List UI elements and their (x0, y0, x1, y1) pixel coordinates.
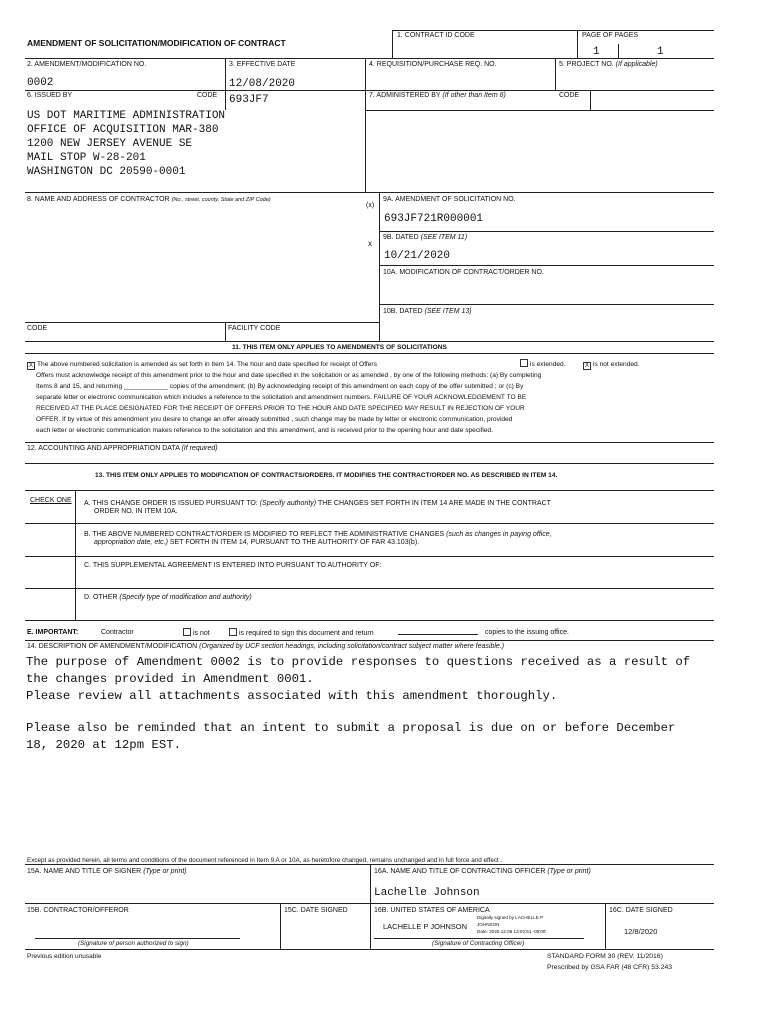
item10a-label: 10A. MODIFICATION OF CONTRACT/ORDER NO. (383, 269, 544, 276)
amend-no-value: 0002 (27, 77, 54, 89)
rule-v13 (605, 903, 606, 949)
sig-officer-caption: (Signature of Contracting Officer) (432, 940, 525, 947)
not-extended-label: is not extended. (593, 361, 640, 368)
rule-11b (25, 353, 714, 354)
project-label (559, 61, 658, 69)
issuer-line-2: OFFICE OF ACQUISITION MAR-380 (27, 124, 219, 136)
rule-bottom (25, 949, 714, 950)
page-count: 1 (657, 46, 664, 58)
item9b-label-text: 9B. DATED (383, 234, 419, 241)
item13d-text: D. OTHER (84, 594, 118, 601)
item13a-line1 (84, 500, 551, 508)
item12-note: (If required) (181, 445, 218, 452)
eff-date-label: 3. EFFECTIVE DATE (229, 61, 296, 68)
rule-row6 (25, 90, 714, 91)
item9b-value: 10/21/2020 (384, 250, 451, 262)
item13d-line (84, 594, 252, 602)
x-column-header: (x) (366, 202, 375, 209)
rule-important (25, 640, 714, 641)
s15a-label (27, 868, 187, 876)
extended-option (520, 359, 566, 370)
sig-line-1 (35, 938, 240, 939)
rule-top (392, 30, 714, 31)
description-line-5: Please also be reminded that an intent to submit a proposal is due on or before December (26, 721, 676, 735)
s15a-label-text: 15A. NAME AND TITLE OF SIGNER (27, 868, 142, 875)
item14-label-text: 14. DESCRIPTION OF AMENDMENT/MODIFICATION (27, 643, 198, 650)
item13b-line2 (94, 539, 419, 547)
item13b-note2: appropriation date, etc.) (94, 539, 168, 546)
form-title: AMENDMENT OF SOLICITATION/MODIFICATION OF CONTRACT (27, 38, 286, 48)
sig-line-2 (374, 938, 584, 939)
is-required-label: is required to sign this document and return (239, 630, 374, 637)
issued-by-label: 6. ISSUED BY (27, 92, 73, 99)
amend-no-label: 2. AMENDMENT/MODIFICATION NO. (27, 61, 147, 68)
project-note: (If applicable) (615, 61, 658, 68)
contractor-label (27, 196, 271, 204)
rule-v5 (365, 58, 366, 192)
description-line-6: 18, 2020 at 12pm EST. (26, 738, 181, 752)
issued-code-value: 693JF7 (229, 94, 269, 106)
except-text: Except as provided herein, all terms and conditions of the document referenced in Item 9 A or 10A, as heretofore changed, remains unchanged and in full force and effect . (27, 857, 503, 864)
item12-label (27, 445, 218, 453)
contractor-code-label: CODE (27, 325, 48, 332)
rule-v4 (225, 58, 226, 110)
admin-code-label: CODE (559, 92, 580, 99)
important-label: E. IMPORTANT: (27, 629, 79, 636)
item13-header: 13. THIS ITEM ONLY APPLIES TO MODIFICATION OF CONTRACTS/ORDERS. IT MODIFIES THE CONTRACT/ORDER NO. AS DESCRIBED IN ITEM 14. (95, 472, 558, 479)
item9b-label (383, 234, 467, 242)
rule-13c (25, 556, 714, 557)
item13d-note: (Specify type of modification and authority) (119, 594, 252, 601)
facility-code-label: FACILITY CODE (228, 325, 281, 332)
not-extended-option (583, 359, 640, 370)
issued-code-label: CODE (197, 92, 218, 99)
admin-note: (If other than Item 6) (442, 92, 506, 99)
item11-line-e: OFFER. If by virtue of this amendment you desire to change an offer already submitted , such change may be made by letter or electronic communication, provided (36, 416, 513, 423)
rule-v8 (379, 192, 380, 341)
issuer-line-3: 1200 NEW JERSEY AVENUE SE (27, 138, 193, 150)
rule-v2 (577, 30, 578, 58)
rule-v7 (590, 90, 591, 110)
item9b-note: (SEE ITEM 11) (420, 234, 468, 241)
item13b-line1 (84, 531, 552, 539)
item9a-label: 9A. AMENDMENT OF SOLICITATION NO. (383, 196, 516, 203)
contractor-note: (No., street, county, State and ZIP Code) (171, 197, 271, 203)
admin-label (369, 92, 506, 100)
s16c-label: 16C. DATE SIGNED (609, 907, 673, 914)
item11-line-a: Offers must acknowledge receipt of this amendment prior to the hour and date specified in the solicitation or as amended , by one of the following methods: (a) By completing (36, 372, 542, 379)
sig-person-caption: (Signature of person authorized to sign) (78, 940, 189, 947)
check-box-not-extended[interactable]: X (584, 363, 589, 369)
item11-line-b: Items 8 and 15, and returning ____________ copies of the amendment; (b) By acknowledging receipt of this amendment on each copy of the offer submitted ; or (c) By (36, 383, 524, 390)
return-copies-line (398, 634, 478, 635)
item13b-text1: B. THE ABOVE NUMBERED CONTRACT/ORDER IS MODIFIED TO REFLECT THE ADMINISTRATIVE CHANGES (84, 531, 445, 538)
rule-v3 (618, 44, 619, 58)
check-box-amended[interactable]: X (28, 363, 33, 369)
rule-v12 (280, 903, 281, 949)
item13a-text1: A. THIS CHANGE ORDER IS ISSUED PURSUANT TO: (84, 500, 258, 507)
important-contractor: Contractor (101, 629, 134, 636)
digital-sig-line-2: JOHNSON (477, 922, 500, 927)
is-not-option (183, 628, 210, 638)
item9-x-mark: x (368, 239, 372, 248)
prescribed-by: Prescribed by GSA FAR (48 CFR) 53.243 (547, 964, 673, 971)
item11-line-f: each letter or electronic communication makes reference to the solicitation and this amendment, and is received prior to the opening hour and date specified. (36, 427, 494, 434)
item10b-label (383, 308, 472, 316)
s15a-note: (Type or print) (143, 868, 187, 875)
description-line-1: The purpose of Amendment 0002 is to provide responses to questions received as a result of (26, 655, 691, 669)
admin-label-text: 7. ADMINISTERED BY (369, 92, 441, 99)
check-box-is-required[interactable] (229, 628, 237, 636)
item11-header: 11. THIS ITEM ONLY APPLIES TO AMENDMENTS OF SOLICITATIONS (232, 344, 447, 351)
item12-label-text: 12. ACCOUNTING AND APPROPRIATION DATA (27, 445, 180, 452)
contracting-officer-name: Lachelle Johnson (374, 887, 480, 899)
rule-12 (25, 442, 714, 443)
rule-code (25, 322, 379, 323)
rule-v9 (225, 322, 226, 341)
extended-label: is extended. (530, 361, 566, 368)
description-line-3: Please review all attachments associated with this amendment thoroughly. (26, 689, 558, 703)
rule-13 (25, 463, 714, 464)
s16a-label-text: 16A. NAME AND TITLE OF CONTRACTING OFFICER (374, 868, 546, 875)
s15c-label: 15C. DATE SIGNED (284, 907, 348, 914)
description-line-2: the changes provided in Amendment 0001. (26, 672, 314, 686)
is-not-label: is not (193, 630, 210, 637)
contractor-label-text: 8. NAME AND ADDRESS OF CONTRACTOR (27, 196, 170, 203)
rule-row2 (25, 58, 714, 59)
item11-line1: The above numbered solicitation is amended as set forth in Item 14. The hour and date specified for receipt of Offers (37, 361, 377, 368)
item13a-line2: ORDER NO. IN ITEM 10A. (94, 508, 178, 515)
item11-line-c: separate letter or electronic communication which includes a reference to the solicitation and amendment numbers. FAILURE OF YOUR ACKNOWLEDGEMENT TO BE (36, 394, 527, 401)
req-label: 4. REQUISITION/PURCHASE REQ. NO. (369, 61, 497, 68)
previous-edition: Previous edition unusable (27, 953, 102, 960)
rule-v11 (370, 864, 371, 949)
s16b-label: 16B. UNITED STATES OF AMERICA (374, 907, 490, 914)
item11-first-line (27, 359, 377, 370)
is-required-option (229, 628, 374, 638)
check-one-label: CHECK ONE (30, 497, 72, 504)
rule-13e (25, 620, 714, 621)
s16a-note: (Type or print) (547, 868, 591, 875)
rule-9a (379, 231, 714, 232)
item13c-line: C. THIS SUPPLEMENTAL AGREEMENT IS ENTERED INTO PURSUANT TO AUTHORITY OF: (84, 562, 382, 569)
item11-line-d: RECEIVED AT THE PLACE DESIGNATED FOR THE RECEIPT OF OFFERS PRIOR TO THE HOUR AND DATE SPECIFIED MAY RESULT IN REJECTION OF YOUR (36, 405, 525, 412)
check-box-extended[interactable] (520, 359, 528, 367)
issuer-line-5: WASHINGTON DC 20590-0001 (27, 166, 186, 178)
item13a-note: (Specify authority) (259, 500, 317, 507)
rule-10a (379, 304, 714, 305)
date-signed-value: 12/8/2020 (624, 927, 658, 936)
signer-name: LACHELLE P JOHNSON (383, 922, 468, 931)
contract-id-label: 1. CONTRACT ID CODE (397, 32, 475, 39)
copies-label: copies to the issuing office. (485, 629, 569, 636)
form-number: STANDARD FORM 30 (REV. 11/2016) (547, 953, 663, 960)
digital-sig-line-3: Date: 2020.12.08 13:02:51 -05'00' (477, 929, 547, 934)
rule-v10 (75, 490, 76, 620)
item10b-label-text: 10B. DATED (383, 308, 423, 315)
page-number: 1 (593, 46, 600, 58)
s16a-label (374, 868, 591, 876)
project-label-text: 5. PROJECT NO. (559, 61, 614, 68)
s15b-label: 15B. CONTRACTOR/OFFEROR (27, 907, 129, 914)
rule-v1 (392, 30, 393, 58)
check-box-is-not[interactable] (183, 628, 191, 636)
digital-sig-line-1: Digitally signed by LACHELLE P (477, 915, 544, 920)
item14-label (27, 643, 504, 651)
rule-13a (25, 523, 714, 524)
rule-13b (25, 490, 714, 491)
item10b-note: (SEE ITEM 13) (424, 308, 472, 315)
rule-11 (25, 341, 714, 342)
item9a-value: 693JF721R000001 (384, 213, 484, 225)
item13b-text2: SET FORTH IN ITEM 14, PURSUANT TO THE AUTHORITY OF FAR 43.103(b). (169, 539, 420, 546)
rule-9b (379, 265, 714, 266)
issuer-line-1: US DOT MARITIME ADMINISTRATION (27, 110, 226, 122)
rule-13d (25, 588, 714, 589)
rule-row7b (365, 110, 714, 111)
issuer-line-4: MAIL STOP W-28-201 (27, 152, 146, 164)
rule-v6 (555, 58, 556, 90)
page-label: PAGE OF PAGES (582, 32, 639, 39)
item14-note: (Organized by UCF section headings, including solicitation/contract subject matter where feasible.) (199, 643, 505, 650)
item13a-text2: THE CHANGES SET FORTH IN ITEM 14 ARE MADE IN THE CONTRACT (317, 500, 551, 507)
eff-date-value: 12/08/2020 (229, 78, 296, 90)
item13b-note: (such as changes in paying office, (446, 531, 552, 538)
rule-row8 (25, 192, 714, 193)
